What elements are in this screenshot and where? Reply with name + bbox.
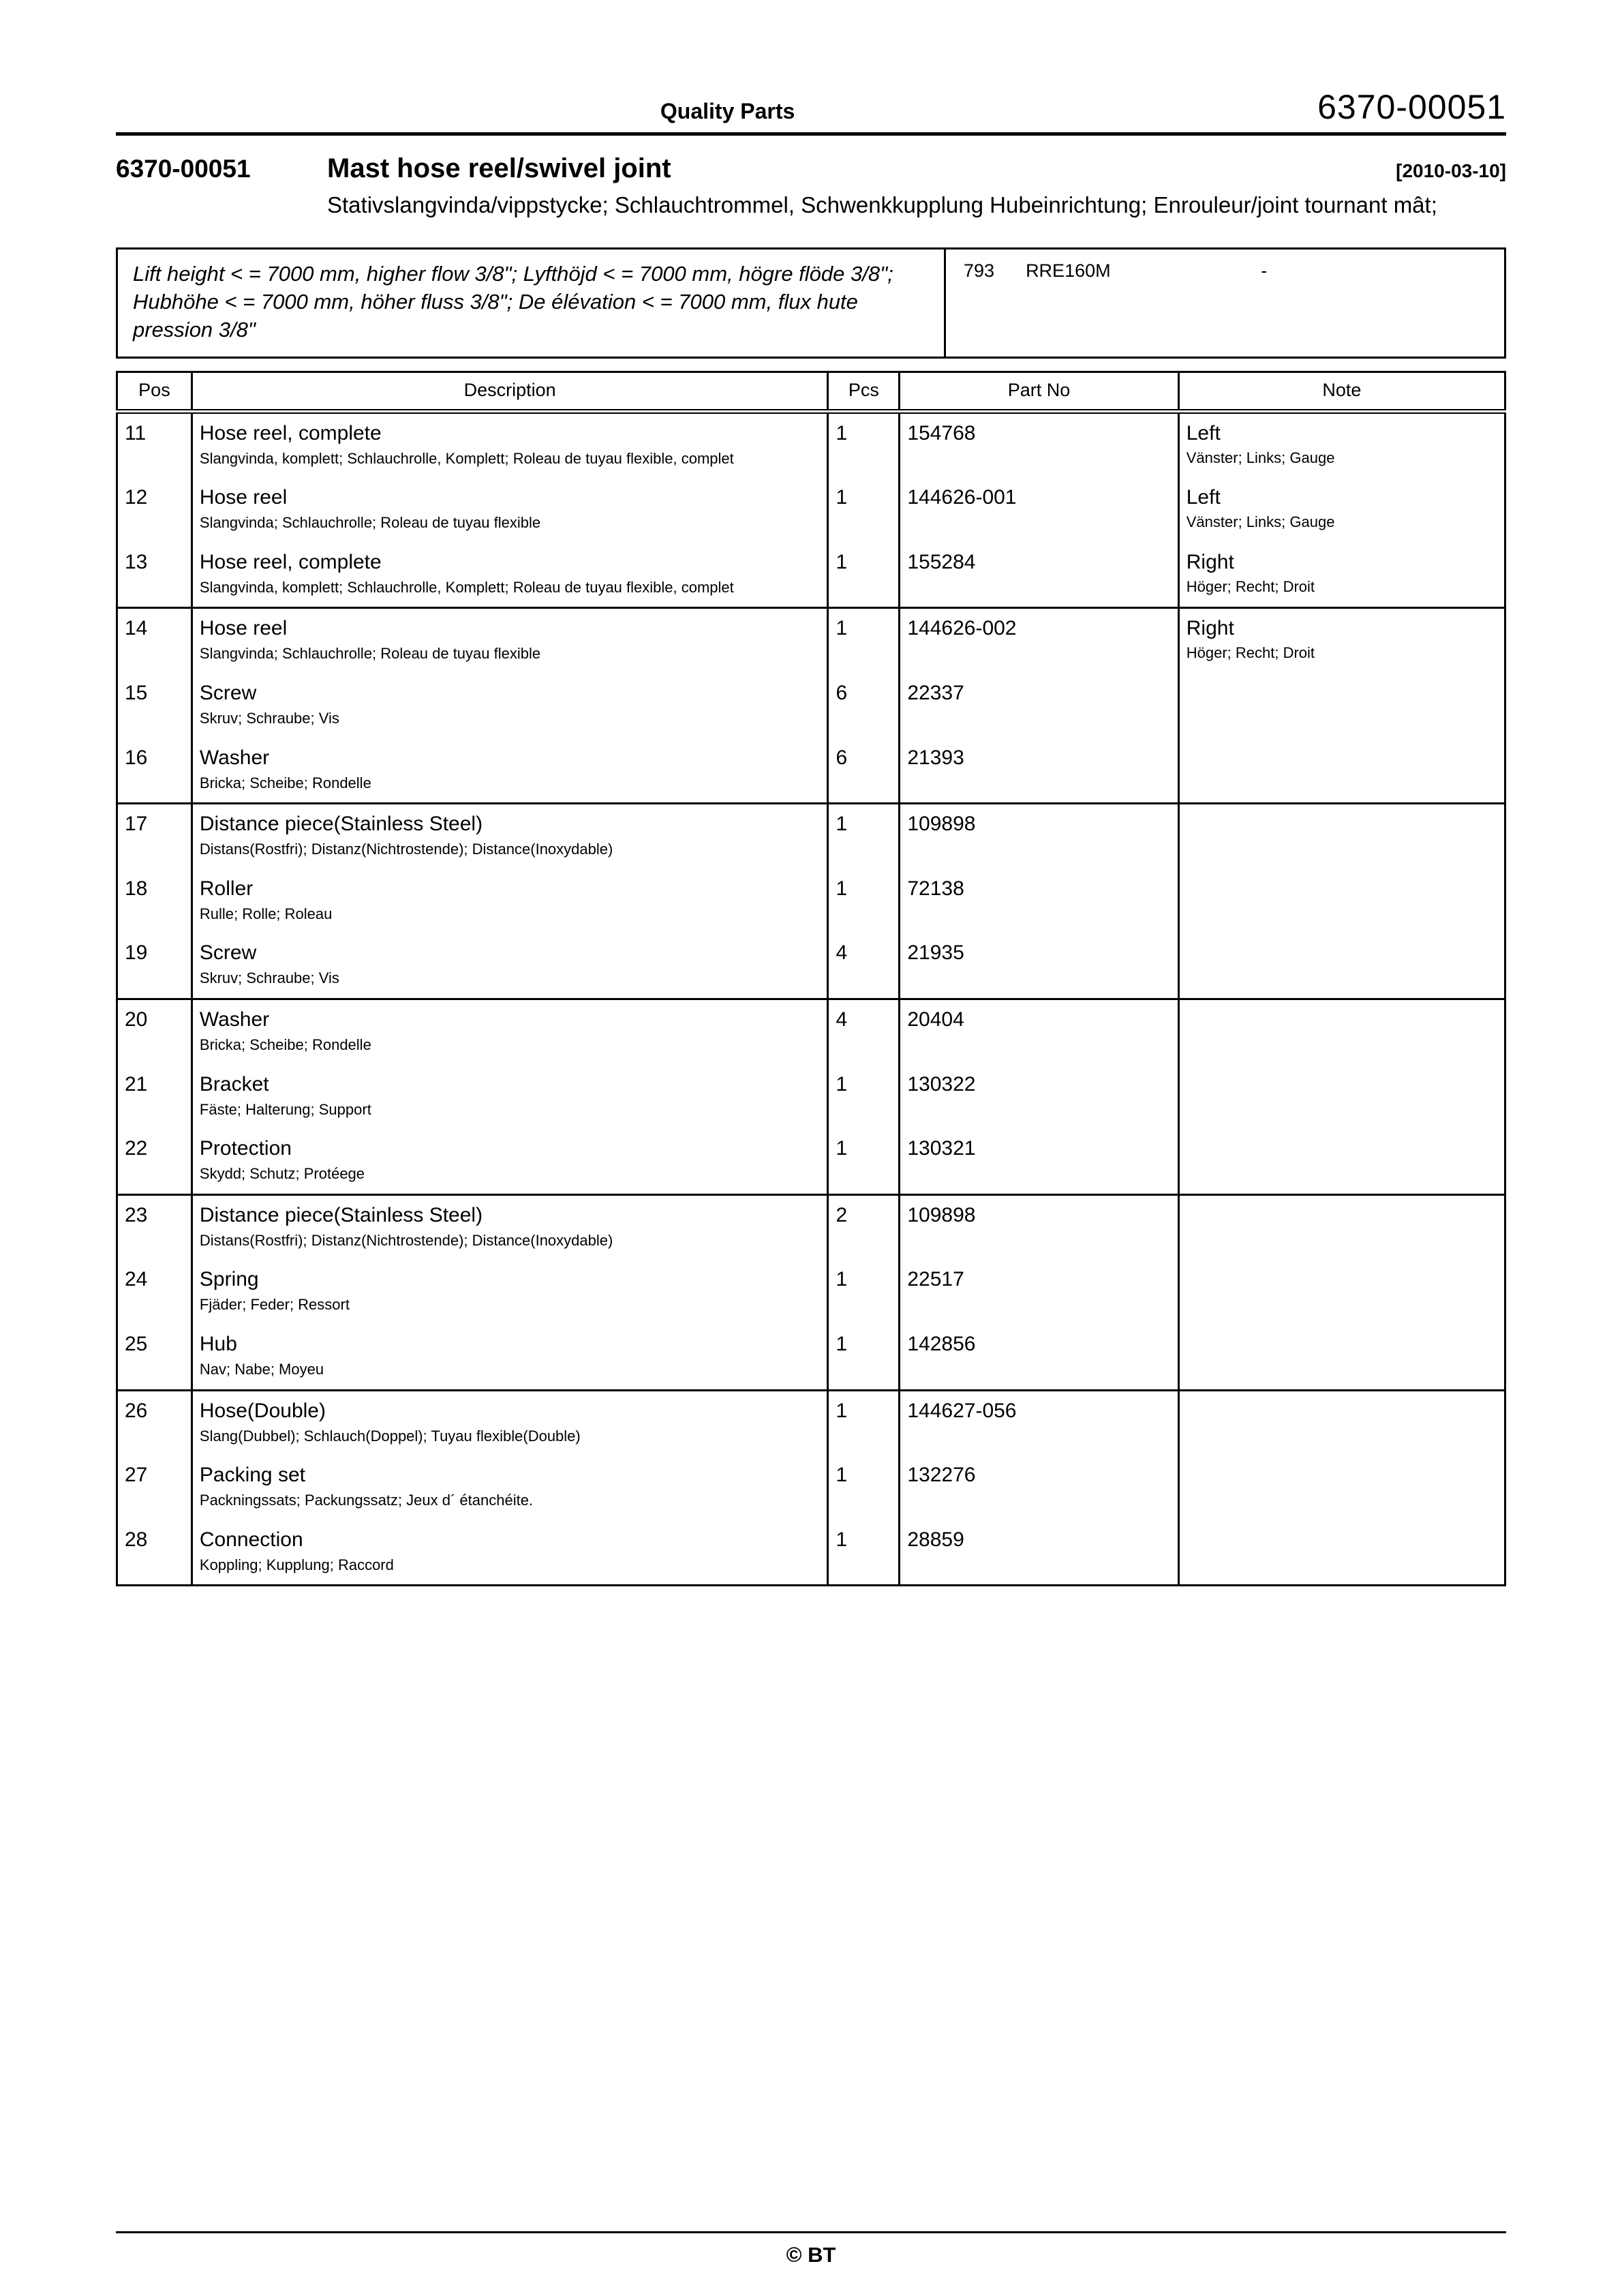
row-description-cell — [192, 411, 828, 478]
row-description-translations: Slangvinda, komplett; Schlauchrolle, Komplett; Roleau de tuyau flexible, complet — [199, 449, 734, 467]
row-description: Roller — [199, 877, 254, 900]
row-description-translations: Nav; Nabe; Moyeu — [199, 1360, 324, 1378]
row-note-cell — [1178, 1065, 1505, 1130]
row-note-cell — [1178, 411, 1505, 478]
row-pcs: 2 — [828, 1194, 900, 1260]
row-description: Hub — [199, 1332, 237, 1355]
row-note: Left — [1186, 486, 1221, 509]
table-row — [117, 804, 1505, 869]
row-description: Hose reel, complete — [199, 550, 382, 573]
row-description-cell — [192, 999, 828, 1064]
row-description-cell — [192, 1520, 828, 1586]
document-number-top: 6370-00051 — [1317, 88, 1506, 126]
row-part-no: 142856 — [900, 1325, 1178, 1390]
row-description-translations: Skydd; Schutz; Protéege — [199, 1165, 365, 1183]
row-part-no: 144626-002 — [900, 608, 1178, 674]
variant-dash: - — [1261, 260, 1268, 281]
row-description-translations: Koppling; Kupplung; Raccord — [199, 1556, 394, 1573]
row-description: Screw — [199, 941, 257, 965]
row-part-no: 72138 — [900, 869, 1178, 934]
row-pcs: 1 — [828, 608, 900, 674]
row-part-no: 154768 — [900, 411, 1178, 478]
row-pos: 23 — [117, 1194, 192, 1260]
header-note: Note — [1178, 372, 1505, 411]
row-description-cell — [192, 1325, 828, 1390]
row-description: Hose reel — [199, 617, 288, 640]
row-description-cell — [192, 804, 828, 869]
row-pos: 24 — [117, 1260, 192, 1325]
row-note-cell — [1178, 543, 1505, 608]
parts-table-body — [117, 411, 1505, 1586]
row-pos: 21 — [117, 1065, 192, 1130]
row-description: Washer — [199, 746, 270, 769]
row-description-translations: Distans(Rostfri); Distanz(Nichtrostende); Distance(Inoxydable) — [199, 1231, 613, 1249]
row-note: Right — [1186, 617, 1234, 640]
row-description-translations: Bricka; Scheibe; Rondelle — [199, 774, 371, 791]
table-row — [117, 869, 1505, 934]
row-note-cell — [1178, 1194, 1505, 1260]
page-footer — [116, 2231, 1506, 2267]
document-number: 6370-00051 — [116, 155, 251, 183]
row-description-cell — [192, 869, 828, 934]
row-part-no: 28859 — [900, 1520, 1178, 1586]
row-pcs: 1 — [828, 1260, 900, 1325]
row-pos: 27 — [117, 1455, 192, 1520]
row-description: Packing set — [199, 1464, 305, 1487]
variant-model-cell — [946, 250, 1504, 357]
variant-info-box — [116, 247, 1506, 359]
table-row — [117, 1390, 1505, 1455]
row-pos: 14 — [117, 608, 192, 674]
row-description-cell — [192, 543, 828, 608]
row-note-cell — [1178, 1325, 1505, 1390]
row-pos: 13 — [117, 543, 192, 608]
row-part-no: 130322 — [900, 1065, 1178, 1130]
title-block — [116, 153, 1506, 220]
row-pos: 18 — [117, 869, 192, 934]
row-note-cell — [1178, 674, 1505, 738]
row-description-cell — [192, 478, 828, 543]
row-note-translations: Vänster; Links; Gauge — [1186, 449, 1335, 466]
row-note: Left — [1186, 421, 1221, 444]
header-part-no: Part No — [900, 372, 1178, 411]
row-pos: 11 — [117, 411, 192, 478]
row-pcs: 4 — [828, 933, 900, 999]
row-pos: 16 — [117, 738, 192, 804]
row-pcs: 6 — [828, 674, 900, 738]
table-row — [117, 933, 1505, 999]
row-description-cell — [192, 933, 828, 999]
row-part-no: 109898 — [900, 1194, 1178, 1260]
brand-title: Quality Parts — [660, 99, 795, 123]
row-description-cell — [192, 738, 828, 804]
table-row — [117, 1520, 1505, 1586]
row-pos: 22 — [117, 1129, 192, 1194]
row-description-cell — [192, 1260, 828, 1325]
row-description: Hose(Double) — [199, 1399, 326, 1422]
row-part-no: 22337 — [900, 674, 1178, 738]
row-part-no: 130321 — [900, 1129, 1178, 1194]
table-row — [117, 738, 1505, 804]
row-part-no: 109898 — [900, 804, 1178, 869]
row-description-translations: Skruv; Schraube; Vis — [199, 709, 339, 727]
parts-table — [116, 371, 1506, 1587]
row-description: Hose reel — [199, 486, 288, 509]
row-description-translations: Distans(Rostfri); Distanz(Nichtrostende); Distance(Inoxydable) — [199, 841, 613, 858]
header-pos: Pos — [117, 372, 192, 411]
table-row — [117, 1065, 1505, 1130]
row-part-no: 132276 — [900, 1455, 1178, 1520]
row-note-cell — [1178, 738, 1505, 804]
table-row — [117, 999, 1505, 1064]
row-note-cell — [1178, 1520, 1505, 1586]
table-row — [117, 674, 1505, 738]
row-pcs: 4 — [828, 999, 900, 1064]
header-divider — [116, 132, 1506, 136]
row-note-cell — [1178, 1390, 1505, 1455]
row-part-no: 155284 — [900, 543, 1178, 608]
row-pcs: 6 — [828, 738, 900, 804]
row-note-cell — [1178, 804, 1505, 869]
row-note-translations: Vänster; Links; Gauge — [1186, 513, 1335, 531]
row-pcs: 1 — [828, 804, 900, 869]
row-description: Washer — [199, 1008, 270, 1031]
table-row — [117, 543, 1505, 608]
row-part-no: 21935 — [900, 933, 1178, 999]
row-pcs: 1 — [828, 1129, 900, 1194]
row-description-translations: Fjäder; Feder; Ressort — [199, 1296, 350, 1314]
variant-code: 793 — [964, 260, 995, 281]
row-note-cell — [1178, 869, 1505, 934]
row-note-cell — [1178, 1260, 1505, 1325]
row-description: Screw — [199, 681, 257, 704]
page-subtitle: Stativslangvinda/vippstycke; Schlauchtrommel, Schwenkkupplung Hubeinrichtung; Enrouleur/joint tournant mât; — [327, 192, 1437, 217]
row-description-translations: Fäste; Halterung; Support — [199, 1100, 371, 1118]
row-note-cell — [1178, 478, 1505, 543]
row-pcs: 1 — [828, 411, 900, 478]
row-description: Spring — [199, 1268, 259, 1291]
row-part-no: 144626-001 — [900, 478, 1178, 543]
row-pos: 25 — [117, 1325, 192, 1390]
row-pcs: 1 — [828, 543, 900, 608]
row-description: Distance piece(Stainless Steel) — [199, 813, 483, 836]
row-part-no: 22517 — [900, 1260, 1178, 1325]
row-description-cell — [192, 1194, 828, 1260]
row-description: Distance piece(Stainless Steel) — [199, 1203, 483, 1226]
row-description: Protection — [199, 1137, 292, 1160]
table-row — [117, 1194, 1505, 1260]
row-description-translations: Rulle; Rolle; Roleau — [199, 905, 333, 922]
table-row — [117, 608, 1505, 674]
row-note-cell — [1178, 608, 1505, 674]
row-pos: 15 — [117, 674, 192, 738]
row-description-translations: Slangvinda; Schlauchrolle; Roleau de tuyau flexible — [199, 514, 541, 532]
row-description: Bracket — [199, 1072, 269, 1096]
table-row — [117, 1325, 1505, 1390]
row-description-cell — [192, 1390, 828, 1455]
row-description-translations: Slangvinda; Schlauchrolle; Roleau de tuyau flexible — [199, 645, 541, 663]
row-description-translations: Slang(Dubbel); Schlauch(Doppel); Tuyau flexible(Double) — [199, 1427, 581, 1445]
row-note-translations: Höger; Recht; Droit — [1186, 644, 1315, 662]
row-pos: 12 — [117, 478, 192, 543]
parts-table-header — [117, 372, 1505, 411]
header-pcs: Pcs — [828, 372, 900, 411]
table-row — [117, 411, 1505, 478]
row-description-cell — [192, 1065, 828, 1130]
row-description-cell — [192, 1455, 828, 1520]
row-note-cell — [1178, 933, 1505, 999]
row-description-translations: Bricka; Scheibe; Rondelle — [199, 1036, 371, 1053]
row-note-cell — [1178, 1455, 1505, 1520]
page-title: Mast hose reel/swivel joint — [327, 153, 671, 183]
row-note-translations: Höger; Recht; Droit — [1186, 577, 1315, 595]
table-row — [117, 1455, 1505, 1520]
page-header — [116, 75, 1506, 128]
row-note-cell — [1178, 999, 1505, 1064]
header-description: Description — [192, 372, 828, 411]
row-pos: 19 — [117, 933, 192, 999]
table-row — [117, 1129, 1505, 1194]
row-pos: 20 — [117, 999, 192, 1064]
row-description: Hose reel, complete — [199, 421, 382, 444]
row-description-cell — [192, 674, 828, 738]
row-part-no: 20404 — [900, 999, 1178, 1064]
row-part-no: 21393 — [900, 738, 1178, 804]
row-pcs: 1 — [828, 1520, 900, 1586]
row-pos: 28 — [117, 1520, 192, 1586]
row-description-translations: Skruv; Schraube; Vis — [199, 969, 339, 987]
row-pcs: 1 — [828, 478, 900, 543]
row-note-cell — [1178, 1129, 1505, 1194]
row-note: Right — [1186, 550, 1234, 573]
row-pos: 17 — [117, 804, 192, 869]
row-pcs: 1 — [828, 1325, 900, 1390]
row-pcs: 1 — [828, 1455, 900, 1520]
row-description-cell — [192, 608, 828, 674]
revision-date: [2010-03-10] — [1396, 160, 1506, 181]
row-part-no: 144627-056 — [900, 1390, 1178, 1455]
row-description-cell — [192, 1129, 828, 1194]
variant-condition: Lift height < = 7000 mm, higher flow 3/8"; Lyfthöjd < = 7000 mm, högre flöde 3/8"; Hubhöhe < = 7000 mm, höher fluss 3/8"; De élévation < = 7000 mm, flux hute pression 3/8" — [118, 250, 946, 357]
row-description-translations: Slangvinda, komplett; Schlauchrolle, Komplett; Roleau de tuyau flexible, complet — [199, 578, 734, 596]
row-pcs: 1 — [828, 869, 900, 934]
footer-divider — [116, 2231, 1506, 2233]
variant-model: RRE160M — [1026, 260, 1111, 281]
table-row — [117, 1260, 1505, 1325]
row-pcs: 1 — [828, 1065, 900, 1130]
row-description-translations: Packningssats; Packungssatz; Jeux d´ étanchéite. — [199, 1492, 534, 1509]
row-description: Connection — [199, 1528, 303, 1551]
table-row — [117, 478, 1505, 543]
row-pcs: 1 — [828, 1390, 900, 1455]
row-pos: 26 — [117, 1390, 192, 1455]
copyright-text: © BT — [786, 2243, 836, 2267]
